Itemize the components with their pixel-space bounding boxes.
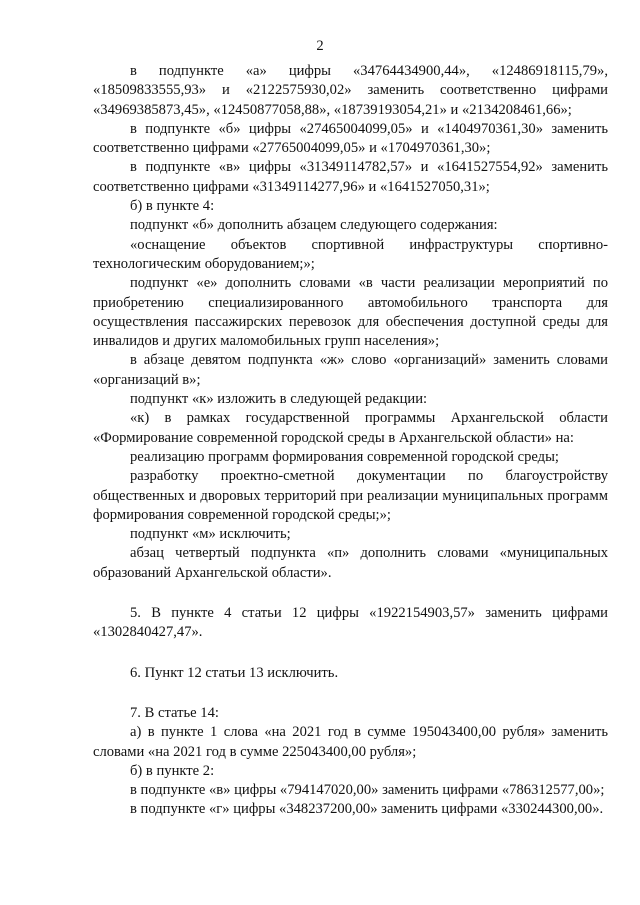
paragraph: в подпункте «а» цифры «34764434900,44», «12486918115,79», «18509833555,93» и «2122575930,02» заменить соответственно цифрами «34969385873,45», «12450877058,88», «18739193054,21» и «2134208461,66»;	[93, 63, 608, 118]
paragraph: 7. В статье 14:	[130, 704, 219, 721]
paragraph: «к) в рамках государственной программы Архангельской области «Формирование современной городской среды в Архангельской области» на:	[93, 410, 608, 446]
paragraph: в абзаце девятом подпункта «ж» слово «организаций» заменить словами «организаций в»;	[93, 352, 608, 388]
paragraph: 6. Пункт 12 статьи 13 исключить.	[130, 664, 339, 681]
paragraph: в подпункте «б» цифры «27465004099,05» и «1404970361,30» заменить соответственно цифрами «27765004099,05» и «1704970361,30»;	[93, 120, 608, 157]
paragraph: разработку проектно-сметной документации по благоустройству общественных и дворовых территорий при реализации муниципальных программ формирования современной городской среды;»;	[93, 468, 608, 523]
paragraph: б) в пункте 2:	[130, 762, 215, 779]
paragraph: подпункт «е» дополнить словами «в части реализации мероприятий по приобретению специализированного автомобильного транспорта для осуществления пассажирских перевозок для обеспечения доступной среды для инвалидов и других маломобильных групп населения»;	[93, 275, 608, 350]
paragraph: подпункт «м» исключить;	[130, 526, 291, 543]
paragraph: подпункт «б» дополнить абзацем следующего содержания:	[130, 217, 498, 234]
paragraph: реализацию программ формирования современной городской среды;	[130, 448, 559, 465]
page-number: 2	[316, 38, 324, 54]
paragraph: б) в пункте 4:	[130, 198, 215, 215]
paragraph: в подпункте «в» цифры «794147020,00» заменить цифрами «786312577,00»;	[130, 782, 605, 799]
paragraph: в подпункте «г» цифры «348237200,00» заменить цифрами «330244300,00».	[130, 801, 604, 818]
paragraph: в подпункте «в» цифры «31349114782,57» и «1641527554,92» заменить соответственно цифрами «31349114277,96» и «1641527050,31»;	[93, 159, 608, 195]
paragraph: 5. В пункте 4 статьи 12 цифры «1922154903,57» заменить цифрами «1302840427,47».	[93, 605, 608, 641]
paragraph: абзац четвертый подпункта «п» дополнить словами «муниципальных образований Архангельской области».	[93, 545, 608, 581]
document-body	[93, 62, 608, 820]
paragraph: «оснащение объектов спортивной инфраструктуры спортивно-технологическим оборудованием;»;	[93, 236, 608, 272]
paragraph: подпункт «к» изложить в следующей редакции:	[130, 391, 428, 408]
paragraph: а) в пункте 1 слова «на 2021 год в сумме 195043400,00 рубля» заменить словами «на 2021 год в сумме 225043400,00 рубля»;	[93, 724, 608, 760]
